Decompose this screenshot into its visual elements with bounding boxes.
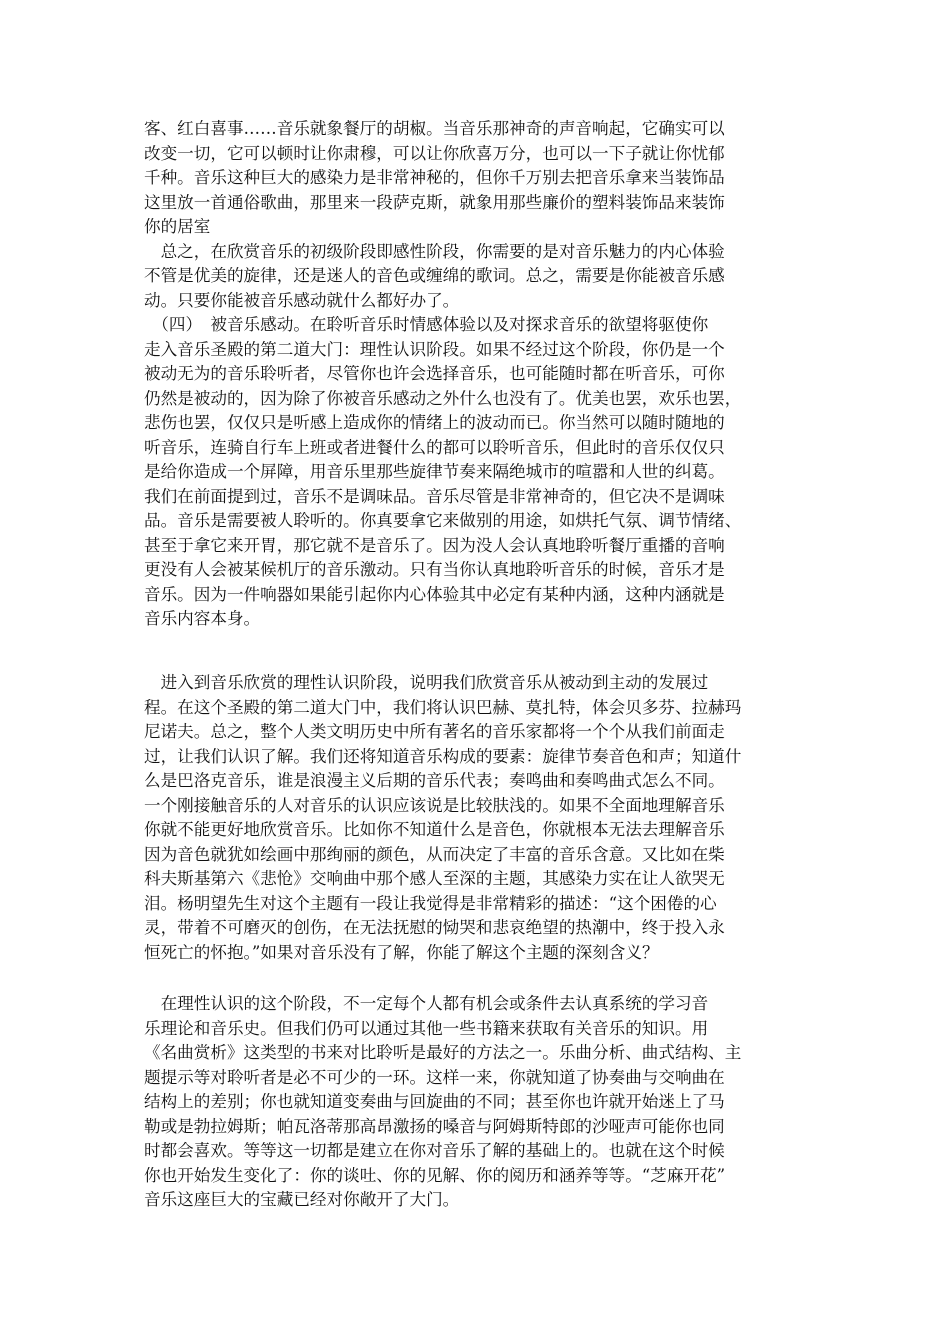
text-line: 恒死亡的怀抱。”如果对音乐没有了解，你能了解这个主题的深刻含义？: [144, 942, 659, 962]
text-line: 科夫斯基第六《悲怆》交响曲中那个感人至深的主题，其感染力实在让人欲哭无: [144, 869, 725, 888]
text-line: 在理性认识的这个阶段，不一定每个人都有机会或条件去认真系统的学习音: [144, 994, 709, 1013]
text-line: 时都会喜欢。等等这一切都是建立在你对音乐了解的基础上的。也就在这个时候: [144, 1141, 725, 1160]
text-line: 你就不能更好地欣赏音乐。比如你不知道什么是音色，你就根本无法去理解音乐: [144, 820, 725, 839]
text-line: 走入音乐圣殿的第二道大门：理性认识阶段。如果不经过这个阶段，你仍是一个: [144, 339, 725, 359]
text-line: 更没有人会被某候机厅的音乐激动。只有当你认真地聆听音乐的时候，音乐才是: [144, 560, 725, 579]
text-line: 过，让我们认识了解。我们还将知道音乐构成的要素：旋律节奏音色和声；知道什: [144, 746, 742, 766]
text-line: 这里放一首通俗歌曲，那里来一段萨克斯，就象用那些廉价的塑料装饰品来装饰: [144, 192, 725, 212]
text-line: 泪。杨明望先生对这个主题有一段让我觉得是非常精彩的描述：“这个困倦的心: [144, 893, 717, 913]
paragraph-block-3: [144, 992, 824, 1213]
text-line: 尼诺夫。总之，整个人类文明历史中所有著名的音乐家都将一个个从我们前面走: [144, 722, 725, 741]
text-line: 勒或是勃拉姆斯；帕瓦洛蒂那高昂激扬的嗓音与阿姆斯特郎的沙哑声可能你也同: [144, 1116, 725, 1136]
text-line: 一个刚接触音乐的人对音乐的认识应该说是比较肤浅的。如果不全面地理解音乐: [144, 795, 725, 815]
text-line: 悲伤也罢，仅仅只是听感上造成你的情绪上的波动而已。你当然可以随时随地的: [144, 413, 725, 432]
text-line: 你的居室: [144, 217, 211, 236]
text-line: 因为音色就犹如绘画中那绚丽的颜色，从而决定了丰富的音乐含意。又比如在柴: [144, 844, 725, 864]
text-line: 灵，带着不可磨灭的创伤，在无法抚慰的恸哭和悲哀绝望的热潮中，终于投入永: [144, 918, 725, 937]
text-line: 音乐内容本身。: [144, 609, 261, 628]
text-line: 改变一切，它可以顿时让你肃穆，可以让你欣喜万分，也可以一下子就让你忧郁: [144, 143, 725, 163]
text-line: 乐理论和音乐史。但我们仍可以通过其他一些书籍来获取有关音乐的知识。用: [144, 1018, 709, 1038]
text-line: 音乐这座巨大的宝藏已经对你敞开了大门。: [144, 1190, 460, 1209]
text-line: 音乐。因为一件响器如果能引起你内心体验其中必定有某种内涵，这种内涵就是: [144, 584, 725, 604]
text-line: 动。只要你能被音乐感动就什么都好办了。: [144, 290, 460, 310]
text-line: 进入到音乐欣赏的理性认识阶段，说明我们欣赏音乐从被动到主动的发展过: [144, 673, 709, 692]
text-line: 么是巴洛克音乐，谁是浪漫主义后期的音乐代表；奏鸣曲和奏鸣曲式怎么不同。: [144, 771, 725, 790]
text-line: 品。音乐是需要被人聆听的。你真要拿它来做别的用途，如烘托气氛、调节情绪、: [144, 511, 742, 530]
text-line: 总之，在欣赏音乐的初级阶段即感性阶段，你需要的是对音乐魅力的内心体验: [144, 241, 725, 261]
text-line: 《名曲赏析》这类型的书来对比聆听是最好的方法之一。乐曲分析、曲式结构、主: [144, 1043, 742, 1062]
text-line: （四） 被音乐感动。在聆听音乐时情感体验以及对探求音乐的欲望将驱使你: [144, 315, 709, 334]
text-line: 千种。音乐这种巨大的感染力是非常神秘的，但你千万别去把音乐拿来当装饰品: [144, 168, 725, 187]
text-line: 我们在前面提到过，音乐不是调味品。音乐尽管是非常神奇的，但它决不是调味: [144, 486, 725, 506]
text-line: 甚至于拿它来开胃，那它就不是音乐了。因为没人会认真地聆听餐厅重播的音响: [144, 535, 725, 555]
text-line: 你也开始发生变化了：你的谈吐、你的见解、你的阅历和涵养等等。“芝麻开花”: [144, 1165, 726, 1185]
text-line: 听音乐，连骑自行车上班或者进餐什么的都可以聆听音乐，但此时的音乐仅仅只: [144, 437, 725, 457]
text-line: 是给你造成一个屏障，用音乐里那些旋律节奏来隔绝城市的喧嚣和人世的纠葛。: [144, 462, 725, 481]
text-line: 程。在这个圣殿的第二道大门中，我们将认识巴赫、莫扎特，体会贝多芬、拉赫玛: [144, 697, 742, 717]
text-line: 客、红白喜事……音乐就象餐厅的胡椒。当音乐那神奇的声音响起，它确实可以: [144, 119, 725, 138]
paragraph-block-1: [144, 117, 824, 632]
text-line: 结构上的差别；你也就知道变奏曲与回旋曲的不同；甚至你也许就开始迷上了马: [144, 1092, 725, 1111]
text-line: 不管是优美的旋律，还是迷人的音色或缠绵的歌词。总之，需要是你能被音乐感: [144, 266, 725, 285]
text-line: 被动无为的音乐聆听者，尽管你也许会选择音乐，也可能随时都在听音乐，可你: [144, 364, 725, 383]
text-line: 题提示等对聆听者是必不可少的一环。这样一来，你就知道了协奏曲与交响曲在: [144, 1067, 725, 1087]
paragraph-block-2: [144, 671, 824, 965]
text-line: 仍然是被动的，因为除了你被音乐感动之外什么也没有了。优美也罢，欢乐也罢，: [144, 388, 742, 408]
